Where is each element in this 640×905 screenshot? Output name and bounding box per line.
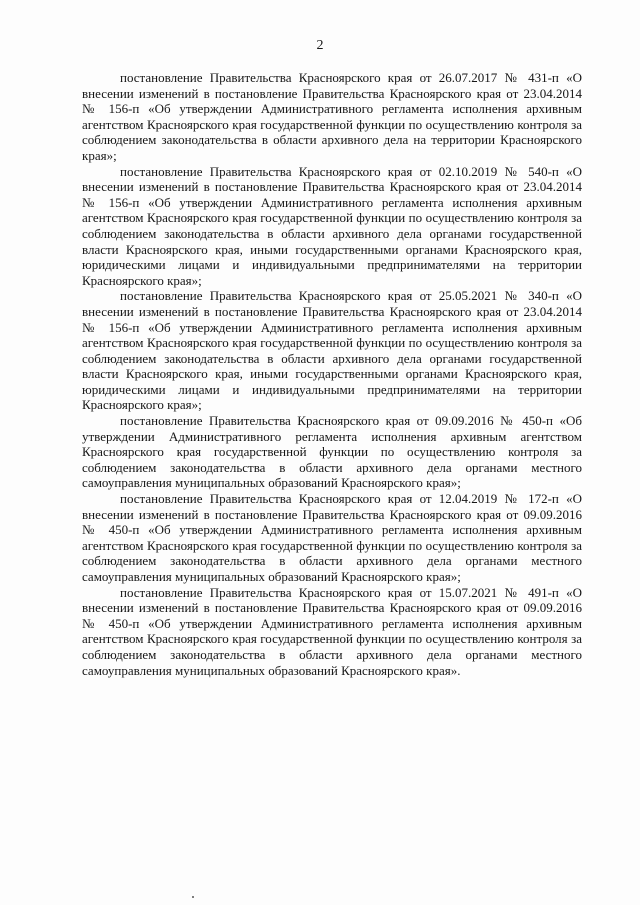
paragraph-resolution-172: постановление Правительства Красноярского края от 12.04.2019 № 172-п «О внесении изменений в постановление Правительства Красноярского края от 09.09.2016 № 450-п «Об утверждении Административного регламента исполнения архивным агентством Красноярского края государственной функции по осуществлению контроля за соблюдением законодательства в области архивного дела органами местного самоуправления муниципальных образований Красноярского края»; bbox=[82, 491, 582, 584]
paragraph-resolution-540: постановление Правительства Красноярского края от 02.10.2019 № 540-п «О внесении изменений в постановление Правительства Красноярского края от 23.04.2014 № 156-п «Об утверждении Административного регламента исполнения архивным агентством Красноярского края государственной функции по осуществлению контроля за соблюдением законодательства в области архивного дела органами государственной власти Красноярского края, иными государственными органами Красноярского края, юридическими лицами и индивидуальными предпринимателями на территории Красноярского края»; bbox=[82, 163, 582, 288]
document-body bbox=[82, 70, 582, 678]
page-number: 2 bbox=[316, 38, 324, 53]
paragraph-resolution-450: постановление Правительства Красноярского края от 09.09.2016 № 450-п «Об утверждении Административного регламента исполнения архивным агентством Красноярского края государственной функции по осуществлению контроля за соблюдением законодательства в области архивного дела органами местного самоуправления муниципальных образований Красноярского края»; bbox=[82, 413, 582, 491]
paragraph-resolution-491: постановление Правительства Красноярского края от 15.07.2021 № 491-п «О внесении изменений в постановление Правительства Красноярского края от 09.09.2016 № 450-п «Об утверждении Административного регламента исполнения архивным агентством Красноярского края государственной функции по осуществлению контроля за соблюдением законодательства в области архивного дела органами местного самоуправления муниципальных образований Красноярского края». bbox=[82, 584, 582, 678]
paragraph-resolution-431: постановление Правительства Красноярского края от 26.07.2017 № 431-п «О внесении изменений в постановление Правительства Красноярского края от 23.04.2014 № 156-п «Об утверждении Административного регламента исполнения архивным агентством Красноярского края государственной функции по осуществлению контроля за соблюдением законодательства в области архивного дела на территории Красноярского края»; bbox=[82, 70, 582, 163]
scan-artifact-dot bbox=[192, 896, 194, 898]
paragraph-resolution-340: постановление Правительства Красноярского края от 25.05.2021 № 340-п «О внесении изменений в постановление Правительства Красноярского края от 23.04.2014 № 156-п «Об утверждении Административного регламента исполнения архивным агентством Красноярского края государственной функции по осуществлению контроля за соблюдением законодательства в области архивного дела органами государственной власти Красноярского края, иными государственными органами Красноярского края, юридическими лицами и индивидуальными предпринимателями на территории Красноярского края»; bbox=[82, 288, 582, 413]
